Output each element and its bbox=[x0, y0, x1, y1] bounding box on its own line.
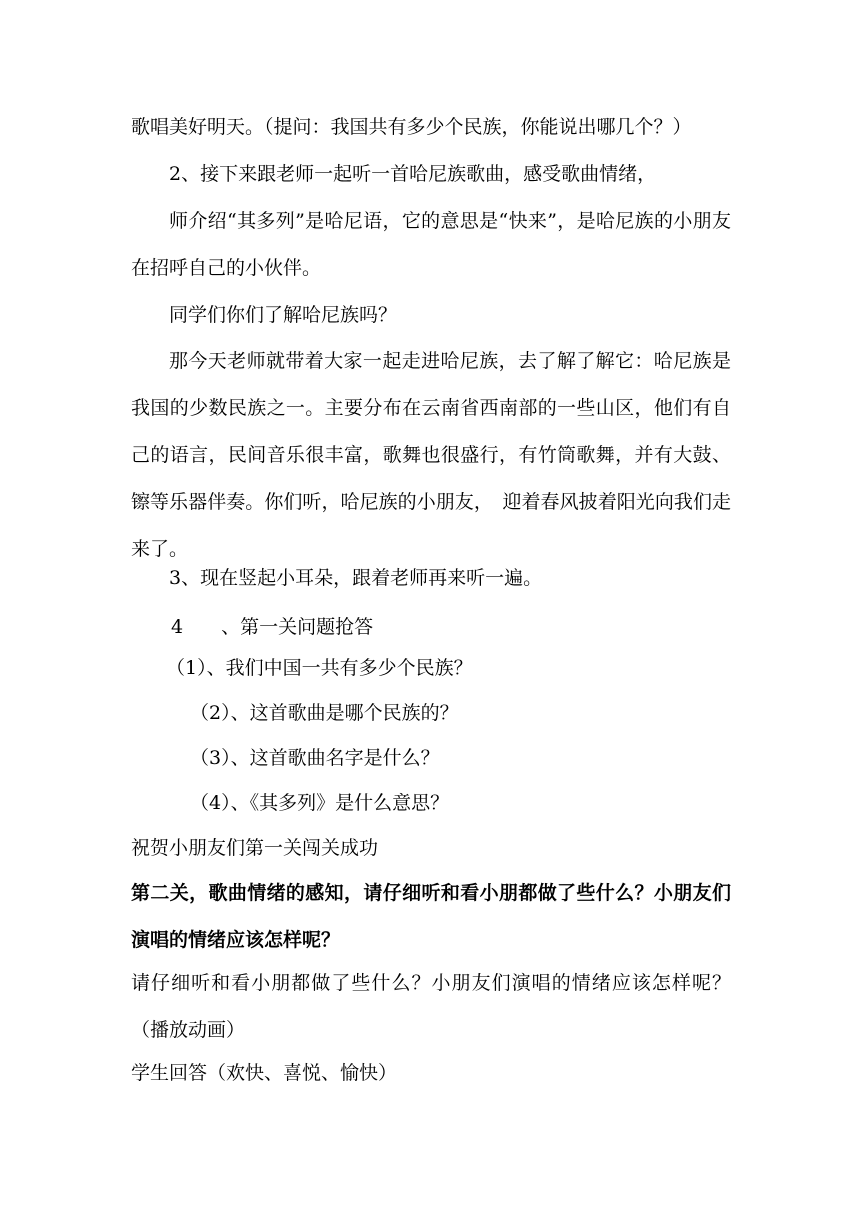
paragraph-student-answer: 学生回答（欢快、喜悦、愉快） bbox=[131, 1062, 398, 1084]
quiz-question-1: （1）、我们中国一共有多少个民族？ bbox=[166, 657, 473, 679]
paragraph-listen-watch: 请仔细听和看小朋都做了些什么？小朋友们演唱的情绪应该怎样呢？（播放动画） bbox=[131, 972, 731, 1041]
paragraph-step-3: 3、现在竖起小耳朵，跟着老师再来听一遍。 bbox=[169, 567, 543, 589]
paragraph-step-4-quiz: 4 、第一关问题抢答 bbox=[171, 616, 374, 638]
paragraph-hani-introduction: 那今天老师就带着大家一起走进哈尼族，去了解了解它：哈尼族是我国的少数民族之一。主要分布在云南省西南部的一些山区，他们有自己的语言，民间音乐很丰富，歌舞也很盛行，有竹筒歌舞，并有大鼓、镲等乐器伴奏。你们听，哈尼族的小朋友， 迎着春风披着阳光向我们走来了。 bbox=[131, 350, 731, 560]
quiz-question-2: （2）、这首歌曲是哪个民族的？ bbox=[190, 702, 459, 724]
paragraph-intro-question: 歌唱美好明天。（提问：我国共有多少个民族，你能说出哪几个？） bbox=[131, 116, 692, 138]
quiz-question-4: （4）、《其多列》是什么意思？ bbox=[190, 792, 450, 814]
heading-level-2: 第二关，歌曲情绪的感知，请仔细听和看小朋都做了些什么？小朋友们演唱的情绪应该怎样呢？ bbox=[131, 882, 731, 951]
paragraph-hani-question: 同学们你们了解哈尼族吗？ bbox=[169, 304, 398, 326]
quiz-question-3: （3）、这首歌曲名字是什么？ bbox=[190, 747, 440, 769]
paragraph-congratulations: 祝贺小朋友们第一关闯关成功 bbox=[131, 837, 379, 859]
paragraph-qiduolie-meaning: 师介绍“其多列”是哈尼语，它的意思是“快来”，是哈尼族的小朋友在招呼自己的小伙伴。 bbox=[131, 210, 731, 279]
paragraph-step-2: 2、接下来跟老师一起听一首哈尼族歌曲，感受歌曲情绪， bbox=[169, 163, 657, 185]
